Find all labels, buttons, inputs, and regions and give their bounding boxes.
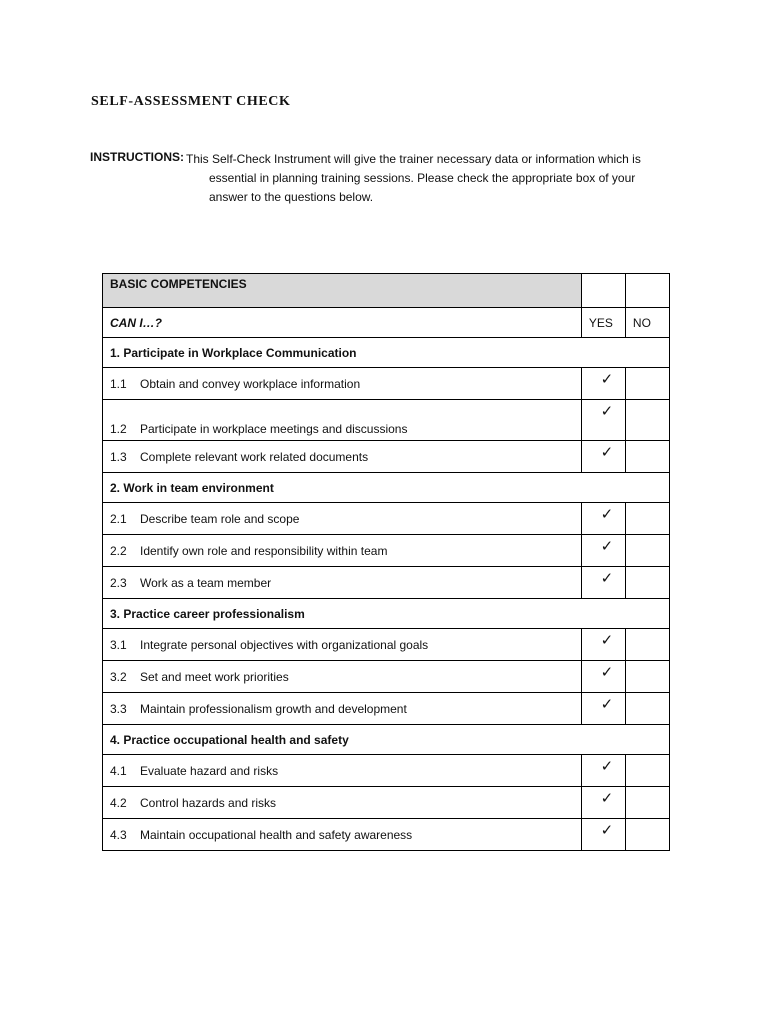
table-row <box>103 368 670 400</box>
item-number: 1.3 <box>110 449 127 464</box>
item-number: 4.2 <box>110 795 127 810</box>
item-number: 2.2 <box>110 543 127 558</box>
no-checkbox-cell[interactable] <box>625 368 669 400</box>
item-label: Obtain and convey workplace information <box>140 376 361 391</box>
competency-item <box>103 755 582 787</box>
section-row <box>103 473 670 503</box>
can-i-row <box>103 308 670 338</box>
competency-item <box>103 503 582 535</box>
item-label: Set and meet work priorities <box>140 669 289 684</box>
competency-item <box>103 567 582 599</box>
yes-checkbox-cell[interactable] <box>581 661 625 693</box>
competency-checklist-table <box>102 273 670 851</box>
competency-item <box>103 693 582 725</box>
checkmark-icon: ✓ <box>600 822 614 839</box>
checkmark-icon: ✓ <box>600 444 614 461</box>
basic-competencies-header: BASIC COMPETENCIES <box>103 274 582 308</box>
table-row <box>103 819 670 851</box>
item-number: 1.1 <box>110 376 127 391</box>
yes-checkbox-cell[interactable] <box>581 567 625 599</box>
checkmark-icon: ✓ <box>600 403 614 420</box>
no-checkbox-cell[interactable] <box>625 787 669 819</box>
item-label: Maintain professionalism growth and development <box>140 701 407 716</box>
item-label: Complete relevant work related documents <box>140 449 369 464</box>
yes-checkbox-cell[interactable] <box>581 503 625 535</box>
section-title: 2. Work in team environment <box>103 473 670 503</box>
table-row <box>103 787 670 819</box>
item-number: 2.3 <box>110 575 127 590</box>
no-checkbox-cell[interactable] <box>625 400 669 441</box>
table-row <box>103 755 670 787</box>
page-title: SELF-ASSESSMENT CHECK <box>91 94 291 109</box>
instructions-line-2: essential in planning training sessions. Please check the appropriate box of your <box>209 171 636 185</box>
yes-column-header: YES <box>581 308 625 338</box>
instructions-label: INSTRUCTIONS: <box>90 150 184 164</box>
item-number: 3.2 <box>110 669 127 684</box>
header-yes-blank <box>581 274 625 308</box>
section-row <box>103 599 670 629</box>
table-row <box>103 535 670 567</box>
competency-item <box>103 661 582 693</box>
item-label: Describe team role and scope <box>140 511 300 526</box>
item-number: 4.1 <box>110 763 127 778</box>
section-row <box>103 338 670 368</box>
table-row <box>103 441 670 473</box>
checkmark-icon: ✓ <box>600 506 614 523</box>
yes-checkbox-cell[interactable] <box>581 787 625 819</box>
table-row <box>103 661 670 693</box>
no-checkbox-cell[interactable] <box>625 567 669 599</box>
no-checkbox-cell[interactable] <box>625 693 669 725</box>
item-number: 3.3 <box>110 701 127 716</box>
item-label: Work as a team member <box>140 575 272 590</box>
table-row <box>103 400 670 441</box>
item-label: Maintain occupational health and safety awareness <box>140 827 413 842</box>
competency-item <box>103 629 582 661</box>
section-title: 1. Participate in Workplace Communication <box>103 338 670 368</box>
can-i-label: CAN I…? <box>103 308 582 338</box>
yes-checkbox-cell[interactable] <box>581 535 625 567</box>
competency-item <box>103 535 582 567</box>
yes-checkbox-cell[interactable] <box>581 755 625 787</box>
no-checkbox-cell[interactable] <box>625 441 669 473</box>
checkmark-icon: ✓ <box>600 664 614 681</box>
header-no-blank <box>625 274 669 308</box>
checkmark-icon: ✓ <box>600 570 614 587</box>
item-label: Integrate personal objectives with organizational goals <box>140 637 429 652</box>
checkmark-icon: ✓ <box>600 696 614 713</box>
no-checkbox-cell[interactable] <box>625 535 669 567</box>
section-title: 4. Practice occupational health and safety <box>103 725 670 755</box>
checkmark-icon: ✓ <box>600 371 614 388</box>
competency-item <box>103 441 582 473</box>
instructions-text <box>186 150 686 207</box>
competency-item <box>103 368 582 400</box>
section-row <box>103 725 670 755</box>
no-checkbox-cell[interactable] <box>625 661 669 693</box>
item-number: 4.3 <box>110 827 127 842</box>
table-row <box>103 629 670 661</box>
instructions-line-3: answer to the questions below. <box>209 190 374 204</box>
item-label: Control hazards and risks <box>140 795 277 810</box>
instructions-line-1: This Self-Check Instrument will give the trainer necessary data or information which is <box>186 152 641 166</box>
yes-checkbox-cell[interactable] <box>581 819 625 851</box>
item-label: Evaluate hazard and risks <box>140 763 279 778</box>
section-title: 3. Practice career professionalism <box>103 599 670 629</box>
table-row <box>103 503 670 535</box>
checkmark-icon: ✓ <box>600 758 614 775</box>
item-label: Identify own role and responsibility within team <box>140 543 388 558</box>
no-checkbox-cell[interactable] <box>625 629 669 661</box>
item-number: 1.2 <box>110 422 127 436</box>
table-row <box>103 567 670 599</box>
competency-item <box>103 400 582 441</box>
no-checkbox-cell[interactable] <box>625 819 669 851</box>
item-label: Participate in workplace meetings and discussions <box>140 422 408 436</box>
table-header-row <box>103 274 670 308</box>
yes-checkbox-cell[interactable] <box>581 400 625 441</box>
yes-checkbox-cell[interactable] <box>581 629 625 661</box>
item-number: 3.1 <box>110 637 127 652</box>
yes-checkbox-cell[interactable] <box>581 693 625 725</box>
competency-item <box>103 787 582 819</box>
no-checkbox-cell[interactable] <box>625 755 669 787</box>
checkmark-icon: ✓ <box>600 538 614 555</box>
checkmark-icon: ✓ <box>600 632 614 649</box>
yes-checkbox-cell[interactable] <box>581 368 625 400</box>
checkmark-icon: ✓ <box>600 790 614 807</box>
yes-checkbox-cell[interactable] <box>581 441 625 473</box>
no-checkbox-cell[interactable] <box>625 503 669 535</box>
table-row <box>103 693 670 725</box>
competency-item <box>103 819 582 851</box>
item-number: 2.1 <box>110 511 127 526</box>
no-column-header: NO <box>625 308 669 338</box>
